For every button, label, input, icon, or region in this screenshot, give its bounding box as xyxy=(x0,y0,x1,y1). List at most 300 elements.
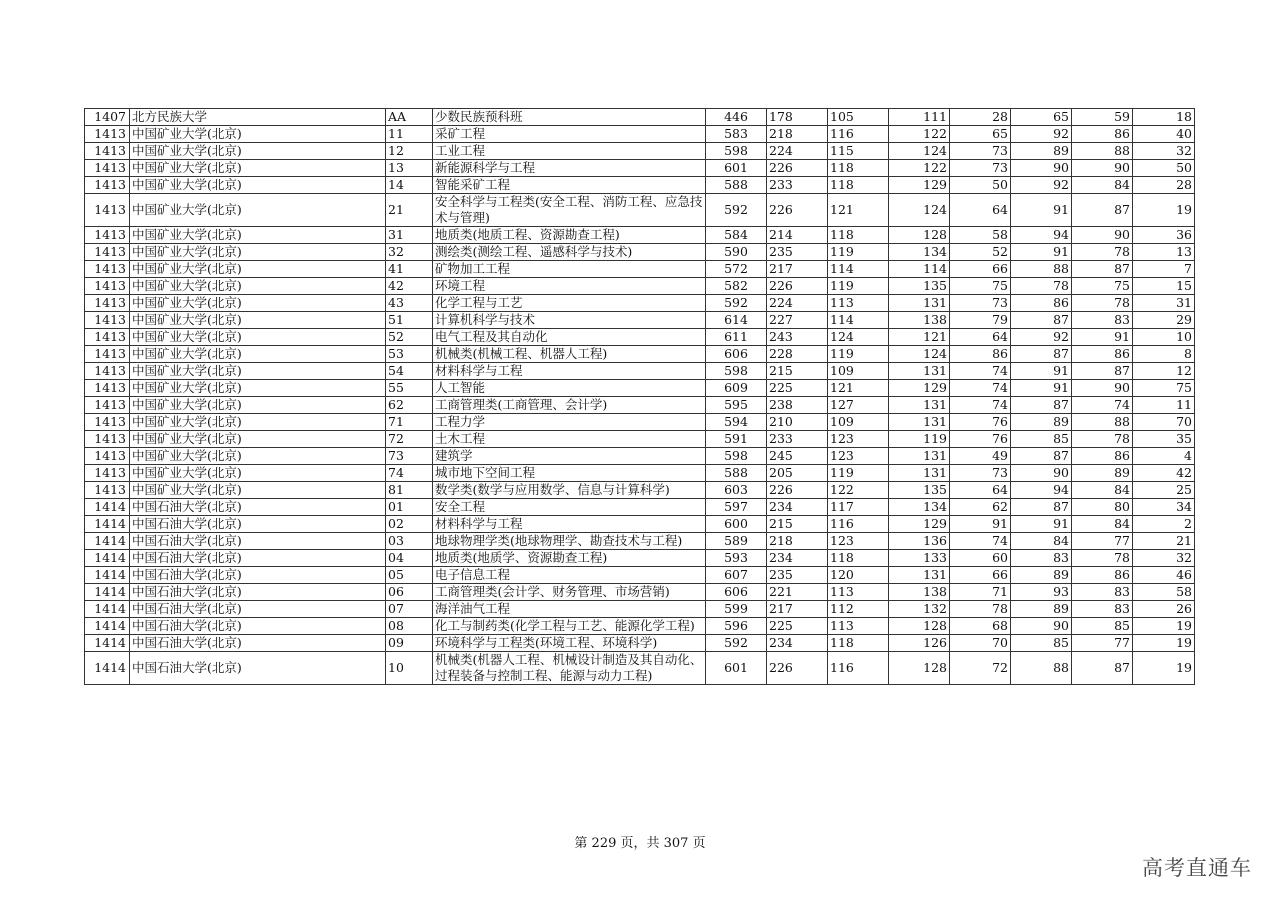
score-6-cell: 89 xyxy=(1011,414,1072,431)
score-2-cell: 205 xyxy=(767,465,828,482)
score-3-cell: 119 xyxy=(828,278,889,295)
score-3-cell: 116 xyxy=(828,516,889,533)
school-name-cell: 中国矿业大学(北京) xyxy=(130,143,386,160)
major-code-cell: 10 xyxy=(386,652,433,685)
school-name-cell: 中国石油大学(北京) xyxy=(130,652,386,685)
school-code-cell: 1413 xyxy=(85,465,130,482)
score-2-cell: 226 xyxy=(767,194,828,227)
score-8-cell: 19 xyxy=(1133,635,1195,652)
school-code-cell: 1407 xyxy=(85,109,130,126)
major-name-cell: 材料科学与工程 xyxy=(433,363,706,380)
school-name-cell: 中国矿业大学(北京) xyxy=(130,295,386,312)
score-7-cell: 85 xyxy=(1072,618,1133,635)
table-row xyxy=(85,363,1195,380)
score-3-cell: 113 xyxy=(828,584,889,601)
school-code-cell: 1413 xyxy=(85,160,130,177)
score-5-cell: 91 xyxy=(950,516,1011,533)
score-total-cell: 609 xyxy=(706,380,767,397)
score-8-cell: 42 xyxy=(1133,465,1195,482)
score-7-cell: 78 xyxy=(1072,550,1133,567)
school-code-cell: 1413 xyxy=(85,448,130,465)
score-5-cell: 50 xyxy=(950,177,1011,194)
score-5-cell: 72 xyxy=(950,652,1011,685)
score-5-cell: 74 xyxy=(950,397,1011,414)
major-name-cell: 人工智能 xyxy=(433,380,706,397)
score-total-cell: 592 xyxy=(706,295,767,312)
table-row xyxy=(85,482,1195,499)
school-name-cell: 中国矿业大学(北京) xyxy=(130,261,386,278)
major-code-cell: 31 xyxy=(386,227,433,244)
score-3-cell: 118 xyxy=(828,160,889,177)
score-7-cell: 90 xyxy=(1072,380,1133,397)
score-2-cell: 235 xyxy=(767,567,828,584)
score-total-cell: 594 xyxy=(706,414,767,431)
score-8-cell: 35 xyxy=(1133,431,1195,448)
score-4-cell: 128 xyxy=(889,227,950,244)
watermark-text: 高考直通车 xyxy=(1142,856,1252,880)
score-3-cell: 115 xyxy=(828,143,889,160)
major-code-cell: 02 xyxy=(386,516,433,533)
school-name-cell: 中国矿业大学(北京) xyxy=(130,126,386,143)
school-name-cell: 中国石油大学(北京) xyxy=(130,533,386,550)
major-name-cell: 土木工程 xyxy=(433,431,706,448)
major-name-cell: 材料科学与工程 xyxy=(433,516,706,533)
table-row xyxy=(85,160,1195,177)
score-3-cell: 116 xyxy=(828,126,889,143)
major-code-cell: 04 xyxy=(386,550,433,567)
score-6-cell: 88 xyxy=(1011,261,1072,278)
table-row xyxy=(85,244,1195,261)
score-5-cell: 58 xyxy=(950,227,1011,244)
major-name-cell: 工商管理类(会计学、财务管理、市场营销) xyxy=(433,584,706,601)
score-7-cell: 59 xyxy=(1072,109,1133,126)
score-7-cell: 91 xyxy=(1072,329,1133,346)
school-name-cell: 中国矿业大学(北京) xyxy=(130,380,386,397)
school-name-cell: 中国石油大学(北京) xyxy=(130,584,386,601)
score-8-cell: 21 xyxy=(1133,533,1195,550)
major-name-cell: 矿物加工工程 xyxy=(433,261,706,278)
score-6-cell: 91 xyxy=(1011,244,1072,261)
score-7-cell: 77 xyxy=(1072,533,1133,550)
score-2-cell: 226 xyxy=(767,482,828,499)
score-2-cell: 233 xyxy=(767,177,828,194)
table-row xyxy=(85,278,1195,295)
school-code-cell: 1413 xyxy=(85,397,130,414)
score-7-cell: 86 xyxy=(1072,567,1133,584)
score-5-cell: 49 xyxy=(950,448,1011,465)
table-row xyxy=(85,109,1195,126)
score-4-cell: 122 xyxy=(889,126,950,143)
score-total-cell: 598 xyxy=(706,143,767,160)
score-total-cell: 597 xyxy=(706,499,767,516)
major-code-cell: 13 xyxy=(386,160,433,177)
school-name-cell: 中国矿业大学(北京) xyxy=(130,244,386,261)
score-5-cell: 64 xyxy=(950,482,1011,499)
score-8-cell: 75 xyxy=(1133,380,1195,397)
table-row xyxy=(85,567,1195,584)
score-8-cell: 28 xyxy=(1133,177,1195,194)
score-6-cell: 94 xyxy=(1011,482,1072,499)
school-code-cell: 1413 xyxy=(85,244,130,261)
score-total-cell: 589 xyxy=(706,533,767,550)
score-8-cell: 4 xyxy=(1133,448,1195,465)
score-4-cell: 131 xyxy=(889,465,950,482)
major-name-cell: 地质类(地质工程、资源勘查工程) xyxy=(433,227,706,244)
school-name-cell: 中国矿业大学(北京) xyxy=(130,448,386,465)
major-code-cell: 21 xyxy=(386,194,433,227)
score-6-cell: 78 xyxy=(1011,278,1072,295)
school-code-cell: 1413 xyxy=(85,177,130,194)
major-code-cell: 62 xyxy=(386,397,433,414)
score-3-cell: 121 xyxy=(828,380,889,397)
school-name-cell: 中国矿业大学(北京) xyxy=(130,431,386,448)
score-total-cell: 601 xyxy=(706,160,767,177)
score-4-cell: 111 xyxy=(889,109,950,126)
score-8-cell: 19 xyxy=(1133,652,1195,685)
score-4-cell: 129 xyxy=(889,516,950,533)
score-5-cell: 66 xyxy=(950,567,1011,584)
major-name-cell: 测绘类(测绘工程、遥感科学与技术) xyxy=(433,244,706,261)
score-total-cell: 592 xyxy=(706,635,767,652)
school-code-cell: 1413 xyxy=(85,126,130,143)
major-code-cell: AA xyxy=(386,109,433,126)
major-name-cell: 工商管理类(工商管理、会计学) xyxy=(433,397,706,414)
score-6-cell: 89 xyxy=(1011,567,1072,584)
school-code-cell: 1413 xyxy=(85,431,130,448)
score-3-cell: 114 xyxy=(828,312,889,329)
score-4-cell: 131 xyxy=(889,448,950,465)
score-2-cell: 217 xyxy=(767,261,828,278)
table-row xyxy=(85,227,1195,244)
score-3-cell: 127 xyxy=(828,397,889,414)
score-2-cell: 215 xyxy=(767,516,828,533)
major-name-cell: 建筑学 xyxy=(433,448,706,465)
school-code-cell: 1414 xyxy=(85,516,130,533)
score-3-cell: 109 xyxy=(828,363,889,380)
score-8-cell: 31 xyxy=(1133,295,1195,312)
score-2-cell: 245 xyxy=(767,448,828,465)
score-4-cell: 119 xyxy=(889,431,950,448)
score-7-cell: 86 xyxy=(1072,448,1133,465)
score-7-cell: 83 xyxy=(1072,312,1133,329)
school-name-cell: 中国石油大学(北京) xyxy=(130,567,386,584)
score-7-cell: 84 xyxy=(1072,482,1133,499)
score-4-cell: 128 xyxy=(889,652,950,685)
score-4-cell: 126 xyxy=(889,635,950,652)
school-name-cell: 中国石油大学(北京) xyxy=(130,550,386,567)
score-5-cell: 64 xyxy=(950,194,1011,227)
score-2-cell: 225 xyxy=(767,380,828,397)
score-4-cell: 135 xyxy=(889,482,950,499)
score-5-cell: 65 xyxy=(950,126,1011,143)
score-4-cell: 124 xyxy=(889,143,950,160)
score-2-cell: 225 xyxy=(767,618,828,635)
score-4-cell: 114 xyxy=(889,261,950,278)
score-total-cell: 601 xyxy=(706,652,767,685)
major-code-cell: 08 xyxy=(386,618,433,635)
score-6-cell: 89 xyxy=(1011,601,1072,618)
score-total-cell: 595 xyxy=(706,397,767,414)
score-7-cell: 86 xyxy=(1072,346,1133,363)
score-7-cell: 74 xyxy=(1072,397,1133,414)
major-code-cell: 71 xyxy=(386,414,433,431)
score-7-cell: 88 xyxy=(1072,143,1133,160)
score-3-cell: 120 xyxy=(828,567,889,584)
score-6-cell: 87 xyxy=(1011,312,1072,329)
school-name-cell: 中国矿业大学(北京) xyxy=(130,278,386,295)
major-code-cell: 14 xyxy=(386,177,433,194)
score-7-cell: 84 xyxy=(1072,177,1133,194)
score-4-cell: 138 xyxy=(889,312,950,329)
score-8-cell: 25 xyxy=(1133,482,1195,499)
major-name-cell: 计算机科学与技术 xyxy=(433,312,706,329)
score-6-cell: 91 xyxy=(1011,363,1072,380)
school-code-cell: 1413 xyxy=(85,278,130,295)
score-total-cell: 593 xyxy=(706,550,767,567)
score-total-cell: 588 xyxy=(706,177,767,194)
major-name-cell: 化工与制药类(化学工程与工艺、能源化学工程) xyxy=(433,618,706,635)
score-5-cell: 73 xyxy=(950,295,1011,312)
score-2-cell: 224 xyxy=(767,295,828,312)
major-code-cell: 73 xyxy=(386,448,433,465)
school-name-cell: 中国石油大学(北京) xyxy=(130,601,386,618)
score-8-cell: 15 xyxy=(1133,278,1195,295)
score-6-cell: 92 xyxy=(1011,126,1072,143)
score-5-cell: 74 xyxy=(950,380,1011,397)
school-code-cell: 1413 xyxy=(85,227,130,244)
school-name-cell: 中国矿业大学(北京) xyxy=(130,346,386,363)
score-8-cell: 18 xyxy=(1133,109,1195,126)
score-4-cell: 136 xyxy=(889,533,950,550)
major-name-cell: 地质类(地质学、资源勘查工程) xyxy=(433,550,706,567)
score-6-cell: 92 xyxy=(1011,329,1072,346)
score-total-cell: 611 xyxy=(706,329,767,346)
table-row xyxy=(85,143,1195,160)
score-3-cell: 124 xyxy=(828,329,889,346)
score-3-cell: 116 xyxy=(828,652,889,685)
major-code-cell: 05 xyxy=(386,567,433,584)
score-2-cell: 234 xyxy=(767,499,828,516)
score-8-cell: 50 xyxy=(1133,160,1195,177)
major-name-cell: 工程力学 xyxy=(433,414,706,431)
table-row xyxy=(85,261,1195,278)
table-row xyxy=(85,635,1195,652)
major-name-cell: 智能采矿工程 xyxy=(433,177,706,194)
school-name-cell: 中国石油大学(北京) xyxy=(130,618,386,635)
score-7-cell: 78 xyxy=(1072,431,1133,448)
score-7-cell: 87 xyxy=(1072,261,1133,278)
score-8-cell: 29 xyxy=(1133,312,1195,329)
school-name-cell: 中国矿业大学(北京) xyxy=(130,397,386,414)
table-row xyxy=(85,533,1195,550)
score-5-cell: 79 xyxy=(950,312,1011,329)
score-4-cell: 133 xyxy=(889,550,950,567)
table-row xyxy=(85,584,1195,601)
score-2-cell: 215 xyxy=(767,363,828,380)
major-name-cell: 化学工程与工艺 xyxy=(433,295,706,312)
table-row xyxy=(85,397,1195,414)
score-2-cell: 227 xyxy=(767,312,828,329)
score-3-cell: 118 xyxy=(828,635,889,652)
table-row xyxy=(85,448,1195,465)
score-5-cell: 86 xyxy=(950,346,1011,363)
school-code-cell: 1414 xyxy=(85,567,130,584)
major-code-cell: 52 xyxy=(386,329,433,346)
score-8-cell: 13 xyxy=(1133,244,1195,261)
score-2-cell: 178 xyxy=(767,109,828,126)
score-2-cell: 234 xyxy=(767,635,828,652)
major-code-cell: 42 xyxy=(386,278,433,295)
score-5-cell: 74 xyxy=(950,533,1011,550)
score-6-cell: 87 xyxy=(1011,397,1072,414)
score-5-cell: 68 xyxy=(950,618,1011,635)
school-code-cell: 1414 xyxy=(85,618,130,635)
score-4-cell: 134 xyxy=(889,244,950,261)
score-7-cell: 83 xyxy=(1072,584,1133,601)
major-name-cell: 新能源科学与工程 xyxy=(433,160,706,177)
school-name-cell: 中国石油大学(北京) xyxy=(130,635,386,652)
score-total-cell: 584 xyxy=(706,227,767,244)
major-name-cell: 环境科学与工程类(环境工程、环境科学) xyxy=(433,635,706,652)
score-8-cell: 40 xyxy=(1133,126,1195,143)
score-4-cell: 129 xyxy=(889,380,950,397)
score-6-cell: 65 xyxy=(1011,109,1072,126)
score-8-cell: 36 xyxy=(1133,227,1195,244)
score-3-cell: 118 xyxy=(828,227,889,244)
score-7-cell: 88 xyxy=(1072,414,1133,431)
score-total-cell: 592 xyxy=(706,194,767,227)
school-code-cell: 1414 xyxy=(85,584,130,601)
school-code-cell: 1413 xyxy=(85,261,130,278)
table-row xyxy=(85,329,1195,346)
major-code-cell: 12 xyxy=(386,143,433,160)
score-2-cell: 224 xyxy=(767,143,828,160)
score-3-cell: 123 xyxy=(828,448,889,465)
major-name-cell: 机械类(机械工程、机器人工程) xyxy=(433,346,706,363)
score-total-cell: 606 xyxy=(706,346,767,363)
major-name-cell: 环境工程 xyxy=(433,278,706,295)
table-row xyxy=(85,499,1195,516)
score-total-cell: 591 xyxy=(706,431,767,448)
score-6-cell: 87 xyxy=(1011,448,1072,465)
score-5-cell: 64 xyxy=(950,329,1011,346)
score-8-cell: 46 xyxy=(1133,567,1195,584)
score-8-cell: 19 xyxy=(1133,618,1195,635)
score-7-cell: 86 xyxy=(1072,126,1133,143)
score-8-cell: 34 xyxy=(1133,499,1195,516)
score-total-cell: 598 xyxy=(706,448,767,465)
major-name-cell: 城市地下空间工程 xyxy=(433,465,706,482)
school-code-cell: 1413 xyxy=(85,143,130,160)
major-code-cell: 11 xyxy=(386,126,433,143)
score-4-cell: 131 xyxy=(889,567,950,584)
score-3-cell: 109 xyxy=(828,414,889,431)
major-code-cell: 54 xyxy=(386,363,433,380)
score-total-cell: 572 xyxy=(706,261,767,278)
score-3-cell: 105 xyxy=(828,109,889,126)
school-code-cell: 1414 xyxy=(85,601,130,618)
score-2-cell: 218 xyxy=(767,126,828,143)
school-code-cell: 1413 xyxy=(85,346,130,363)
score-total-cell: 614 xyxy=(706,312,767,329)
score-6-cell: 85 xyxy=(1011,431,1072,448)
score-5-cell: 73 xyxy=(950,143,1011,160)
score-6-cell: 94 xyxy=(1011,227,1072,244)
table-body xyxy=(85,109,1195,685)
table-row xyxy=(85,295,1195,312)
score-4-cell: 122 xyxy=(889,160,950,177)
score-6-cell: 90 xyxy=(1011,160,1072,177)
score-8-cell: 32 xyxy=(1133,550,1195,567)
score-total-cell: 599 xyxy=(706,601,767,618)
school-name-cell: 中国矿业大学(北京) xyxy=(130,414,386,431)
score-7-cell: 78 xyxy=(1072,295,1133,312)
score-2-cell: 226 xyxy=(767,160,828,177)
score-6-cell: 92 xyxy=(1011,177,1072,194)
major-code-cell: 74 xyxy=(386,465,433,482)
score-8-cell: 26 xyxy=(1133,601,1195,618)
score-7-cell: 87 xyxy=(1072,194,1133,227)
school-name-cell: 中国矿业大学(北京) xyxy=(130,482,386,499)
score-4-cell: 124 xyxy=(889,194,950,227)
score-2-cell: 218 xyxy=(767,533,828,550)
table-row xyxy=(85,312,1195,329)
major-code-cell: 03 xyxy=(386,533,433,550)
table-row xyxy=(85,414,1195,431)
school-code-cell: 1414 xyxy=(85,652,130,685)
score-5-cell: 73 xyxy=(950,465,1011,482)
score-4-cell: 124 xyxy=(889,346,950,363)
major-code-cell: 53 xyxy=(386,346,433,363)
major-code-cell: 32 xyxy=(386,244,433,261)
score-6-cell: 91 xyxy=(1011,516,1072,533)
score-6-cell: 87 xyxy=(1011,346,1072,363)
score-2-cell: 217 xyxy=(767,601,828,618)
score-5-cell: 73 xyxy=(950,160,1011,177)
score-5-cell: 76 xyxy=(950,431,1011,448)
table-row xyxy=(85,346,1195,363)
score-7-cell: 77 xyxy=(1072,635,1133,652)
score-total-cell: 596 xyxy=(706,618,767,635)
major-name-cell: 机械类(机器人工程、机械设计制造及其自动化、过程装备与控制工程、能源与动力工程) xyxy=(433,652,706,685)
major-code-cell: 09 xyxy=(386,635,433,652)
score-2-cell: 214 xyxy=(767,227,828,244)
score-7-cell: 83 xyxy=(1072,601,1133,618)
score-total-cell: 590 xyxy=(706,244,767,261)
score-6-cell: 85 xyxy=(1011,635,1072,652)
table-row xyxy=(85,652,1195,685)
score-6-cell: 84 xyxy=(1011,533,1072,550)
score-4-cell: 132 xyxy=(889,601,950,618)
school-code-cell: 1413 xyxy=(85,482,130,499)
major-name-cell: 安全科学与工程类(安全工程、消防工程、应急技术与管理) xyxy=(433,194,706,227)
score-6-cell: 91 xyxy=(1011,380,1072,397)
major-name-cell: 电气工程及其自动化 xyxy=(433,329,706,346)
score-3-cell: 114 xyxy=(828,261,889,278)
major-code-cell: 55 xyxy=(386,380,433,397)
score-total-cell: 607 xyxy=(706,567,767,584)
table-row xyxy=(85,380,1195,397)
score-8-cell: 8 xyxy=(1133,346,1195,363)
major-code-cell: 43 xyxy=(386,295,433,312)
major-code-cell: 41 xyxy=(386,261,433,278)
score-6-cell: 89 xyxy=(1011,143,1072,160)
score-6-cell: 90 xyxy=(1011,465,1072,482)
score-7-cell: 87 xyxy=(1072,652,1133,685)
major-name-cell: 数学类(数学与应用数学、信息与计算科学) xyxy=(433,482,706,499)
score-total-cell: 598 xyxy=(706,363,767,380)
table-row xyxy=(85,126,1195,143)
